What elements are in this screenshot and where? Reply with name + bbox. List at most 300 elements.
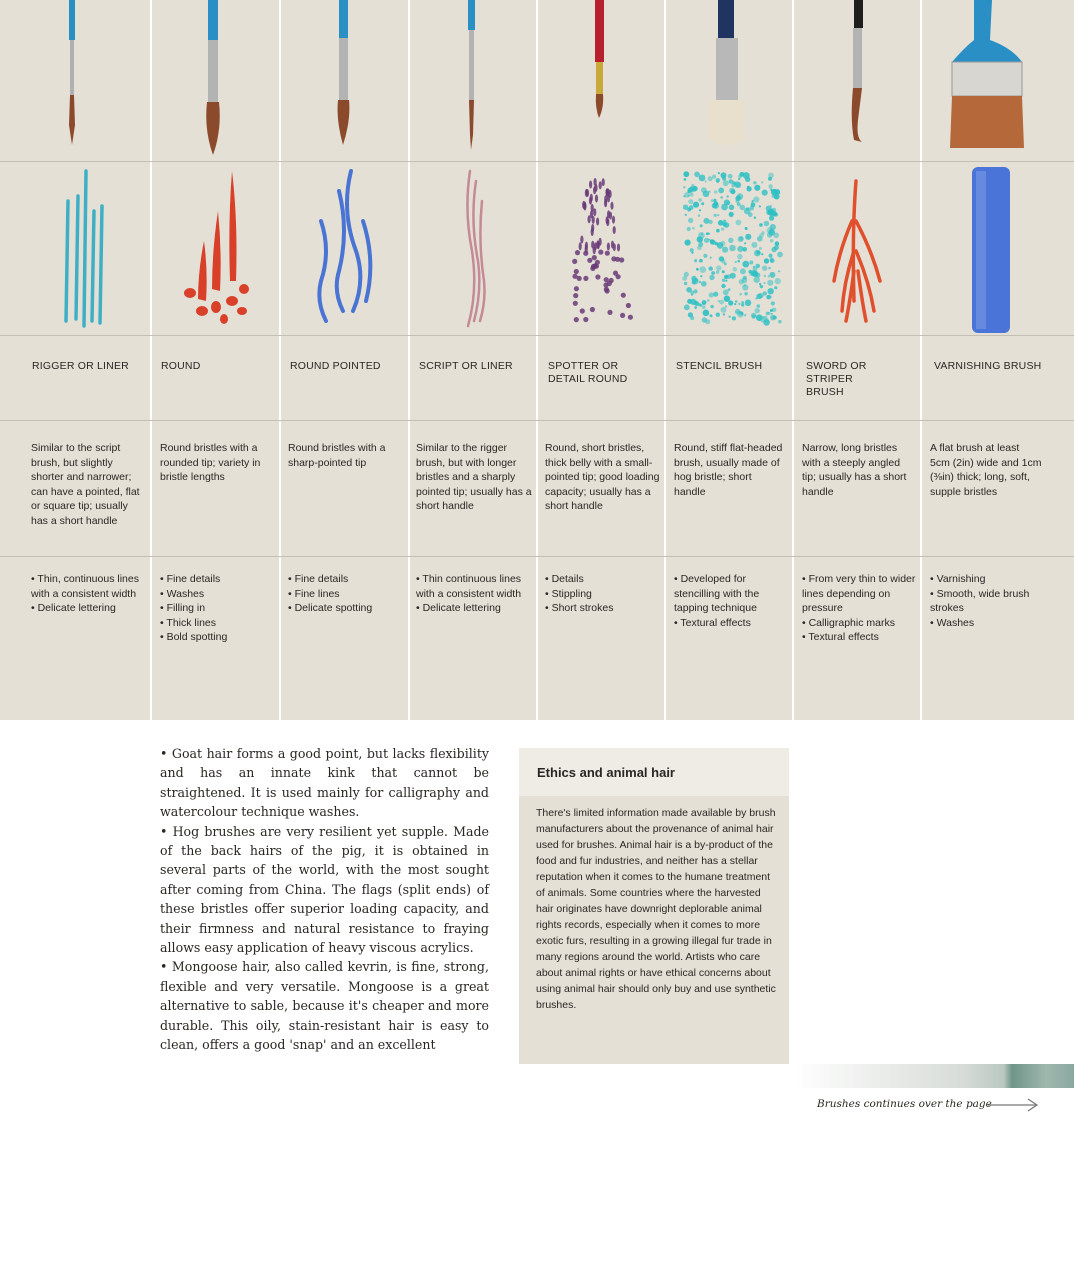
stencil-dot xyxy=(717,214,719,216)
stencil-dot xyxy=(711,271,715,275)
stencil-dot xyxy=(753,276,760,283)
use-item: • Thin, continuous lines with a consistent width xyxy=(31,572,147,601)
stencil-dot xyxy=(759,247,762,250)
stencil-dot xyxy=(693,202,699,208)
stipple-mark xyxy=(589,181,592,189)
stencil-dot xyxy=(728,174,733,179)
stipple-mark xyxy=(596,218,599,226)
stipple-mark xyxy=(607,210,610,218)
stencil-dot xyxy=(770,239,773,242)
stipple-mark xyxy=(617,244,620,252)
stencil-dot xyxy=(775,241,780,246)
stencil-dot xyxy=(698,214,701,217)
stencil-dot xyxy=(723,220,726,223)
stipple-mark xyxy=(590,307,595,312)
stipple-mark xyxy=(591,224,594,232)
brush-uses xyxy=(416,572,532,712)
use-item: • Developed for stencilling with the tapping technique xyxy=(674,572,786,616)
stencil-dot xyxy=(737,254,743,260)
stencil-dot xyxy=(682,276,687,281)
brush-description: Round, stiff flat-headed brush, usually made of hog bristle; short handle xyxy=(674,442,783,498)
row-divider xyxy=(0,556,1074,557)
stipple-mark xyxy=(607,243,610,251)
stencil-dot xyxy=(723,313,725,315)
brush-name: RIGGER OR LINER xyxy=(32,360,129,372)
stencil-dot xyxy=(697,236,703,242)
stencil-dot xyxy=(744,284,746,286)
stencil-dot xyxy=(709,275,714,280)
stipple-mark xyxy=(602,178,605,186)
stencil-dot xyxy=(718,220,724,226)
brush-uses xyxy=(674,572,786,712)
stencil-dot xyxy=(709,266,713,270)
stipple-mark xyxy=(603,282,608,287)
stencil-dot xyxy=(703,254,707,258)
stencil-dot xyxy=(735,261,737,263)
stencil-dot xyxy=(771,301,775,305)
stencil-dot xyxy=(764,221,770,227)
stencil-dot xyxy=(744,242,746,244)
stencil-dot xyxy=(768,288,774,294)
stipple-mark xyxy=(574,269,579,274)
stipple-mark xyxy=(580,308,585,313)
stencil-dot xyxy=(692,227,695,230)
stencil-dot xyxy=(691,252,693,254)
use-item: • Calligraphic marks xyxy=(802,616,916,631)
use-item: • Filling in xyxy=(160,601,276,616)
continue-note: Brushes continues over the page xyxy=(817,1098,992,1110)
brush-description: Round bristles with a rounded tip; variety in bristle lengths xyxy=(160,442,261,483)
stencil-dot xyxy=(716,270,720,274)
stencil-dot xyxy=(729,205,735,211)
stencil-dot xyxy=(729,245,736,252)
stipple-mark xyxy=(579,242,582,250)
stencil-dot xyxy=(777,252,783,258)
stipple-mark xyxy=(591,241,594,249)
brush-name: ROUND POINTED xyxy=(290,360,381,372)
stencil-dot xyxy=(742,247,747,252)
stencil-dot xyxy=(739,293,742,296)
stencil-dot xyxy=(704,218,710,224)
sidebar-title: Ethics and animal hair xyxy=(537,765,675,780)
stencil-dot xyxy=(758,293,763,298)
varnishing-stroke-icon xyxy=(922,161,1074,334)
stipple-mark xyxy=(580,236,583,244)
stipple-mark xyxy=(574,317,579,322)
stipple-mark xyxy=(592,255,597,260)
stencil-dot xyxy=(701,202,704,205)
stencil-dot xyxy=(710,239,715,244)
brush-uses xyxy=(545,572,661,712)
stencil-dot xyxy=(719,256,724,261)
rigger-brush-icon xyxy=(0,0,150,160)
stencil-dot xyxy=(684,178,687,181)
stencil-dot xyxy=(708,176,713,181)
stencil-dot xyxy=(683,186,685,188)
stencil-dot xyxy=(727,195,729,197)
round-brush-icon xyxy=(152,0,279,160)
stencil-dot xyxy=(690,299,696,305)
stencil-dot xyxy=(684,282,687,285)
stencil-dot xyxy=(729,212,734,217)
brush-name: VARNISHING BRUSH xyxy=(934,360,1042,372)
stipple-mark xyxy=(585,245,588,253)
body-text xyxy=(160,744,489,1055)
stencil-dot xyxy=(762,266,767,271)
stencil-dot xyxy=(710,314,713,317)
stencil-dot xyxy=(732,316,736,320)
brush-uses xyxy=(930,572,1050,712)
stencil-dot xyxy=(709,292,714,297)
stencil-dot xyxy=(770,205,772,207)
stencil-dot xyxy=(683,205,688,210)
stipple-mark xyxy=(605,251,610,256)
brush-uses xyxy=(31,572,147,712)
stencil-dot xyxy=(698,198,701,201)
stencil-dot xyxy=(725,280,727,282)
stencil-dot xyxy=(767,232,772,237)
stipple-mark xyxy=(573,301,578,306)
stencil-dot xyxy=(702,303,704,305)
stencil-dot xyxy=(769,272,775,278)
stencil-dot xyxy=(766,295,771,300)
stencil-dot xyxy=(772,194,776,198)
use-item: • Varnishing xyxy=(930,572,1050,587)
stencil-dot xyxy=(739,172,744,177)
stipple-mark xyxy=(607,194,610,202)
stencil-dot xyxy=(720,241,725,246)
stencil-dot xyxy=(773,189,777,193)
stencil-dot xyxy=(712,203,718,209)
stencil-dot xyxy=(690,193,694,197)
body-paragraph: • Hog brushes are very resilient yet supple. Made of the back hairs of the pig, it is obtained in several parts of the world, with the most sought after coming from China. The flags (split ends) of these bristles offer superior loading capacity, and their firmness and natural resistance to fraying allows easy application of heavy viscous acrylics. xyxy=(160,823,489,956)
stipple-mark xyxy=(573,293,578,298)
round-pointed-stroke-icon xyxy=(281,161,408,334)
stencil-dot xyxy=(778,270,780,272)
stencil-dot xyxy=(695,279,698,282)
stencil-dot xyxy=(724,262,727,265)
stencil-dot xyxy=(719,300,724,305)
stipple-mark xyxy=(575,250,580,255)
stencil-dot xyxy=(705,180,707,182)
stipple-mark xyxy=(572,259,577,264)
stencil-dot xyxy=(738,303,740,305)
stencil-dot xyxy=(720,196,723,199)
stencil-dot xyxy=(761,181,763,183)
stencil-dot xyxy=(684,304,690,310)
stencil-dot xyxy=(723,180,729,186)
stipple-mark xyxy=(589,197,592,205)
stencil-dot xyxy=(700,275,702,277)
stencil-dot xyxy=(760,223,762,225)
stencil-dot xyxy=(740,205,746,211)
stipple-mark xyxy=(594,178,597,186)
stipple-mark xyxy=(626,303,631,308)
stencil-dot xyxy=(751,201,753,203)
stencil-dot xyxy=(713,292,718,297)
stencil-dot xyxy=(701,187,707,193)
stencil-dot xyxy=(774,286,777,289)
stencil-dot xyxy=(773,233,779,239)
stipple-mark xyxy=(592,216,595,224)
stencil-dot xyxy=(737,202,741,206)
stencil-dot xyxy=(711,199,714,202)
stipple-mark xyxy=(604,195,607,203)
stipple-mark xyxy=(607,310,612,315)
stencil-dot xyxy=(726,201,730,205)
stencil-dot xyxy=(694,260,697,263)
use-item: • Delicate lettering xyxy=(416,601,532,616)
stencil-dot xyxy=(759,205,761,207)
stencil-dot xyxy=(747,186,752,191)
use-item: • Fine lines xyxy=(288,587,404,602)
stencil-dot xyxy=(708,191,710,193)
stencil-dot xyxy=(771,208,776,213)
stencil-dot xyxy=(716,313,720,317)
stencil-dot xyxy=(754,185,760,191)
use-item: • Delicate spotting xyxy=(288,601,404,616)
stencil-dot xyxy=(722,247,728,253)
stencil-dot xyxy=(741,301,744,304)
stencil-dot xyxy=(739,279,744,284)
stencil-dot xyxy=(756,314,763,321)
stencil-dot xyxy=(742,261,749,268)
decorative-gradient-bar xyxy=(793,1064,1074,1088)
stencil-dot xyxy=(688,195,690,197)
stencil-dot xyxy=(759,233,764,238)
body-paragraph: • Goat hair forms a good point, but lacks flexibility and has an innate kink that cannot be straightened. It is used mainly for calligraphy and watercolour technique washes. xyxy=(160,746,489,820)
brush-description: A flat brush at least 5cm (2in) wide and 1cm (⅜in) thick; long, soft, supple bristles xyxy=(930,442,1042,498)
stipple-mark xyxy=(595,274,600,279)
stencil-dot xyxy=(698,242,703,247)
brush-uses xyxy=(802,572,916,712)
stencil-dot xyxy=(688,218,693,223)
brush-name: SPOTTER OR DETAIL ROUND xyxy=(548,360,628,385)
brush-name: STENCIL BRUSH xyxy=(676,360,763,372)
stencil-dot xyxy=(701,281,707,287)
stencil-dot xyxy=(754,217,756,219)
stencil-dot xyxy=(708,220,712,224)
stencil-dot xyxy=(751,242,757,248)
stencil-dot xyxy=(683,195,685,197)
use-item: • Textural effects xyxy=(802,630,916,645)
script-brush-icon xyxy=(410,0,536,160)
stencil-dot xyxy=(768,184,772,188)
row-divider xyxy=(0,420,1074,421)
stencil-dot xyxy=(716,265,721,270)
stipple-mark xyxy=(599,181,602,189)
stencil-dot xyxy=(748,212,753,217)
stencil-dot xyxy=(725,305,727,307)
stencil-dot xyxy=(744,292,747,295)
stencil-dot xyxy=(721,227,724,230)
stencil-dot xyxy=(728,238,733,243)
stencil-dot xyxy=(691,294,693,296)
stencil-dot xyxy=(721,307,727,313)
stencil-dot xyxy=(708,233,710,235)
stipple-mark xyxy=(613,243,616,251)
stencil-dot xyxy=(702,305,706,309)
stencil-dot xyxy=(721,172,727,178)
stencil-dot xyxy=(745,300,752,307)
arrow-right-icon xyxy=(988,1097,1040,1113)
stipple-mark xyxy=(613,226,616,234)
stencil-dot xyxy=(718,188,724,194)
stencil-dot xyxy=(718,172,720,174)
stencil-dot xyxy=(761,253,763,255)
brush-description: Narrow, long bristles with a steeply angled tip; usually has a short handle xyxy=(802,442,907,498)
stencil-dot xyxy=(736,195,741,200)
stencil-dot xyxy=(729,316,731,318)
stencil-dot xyxy=(712,175,716,179)
stencil-dot xyxy=(694,172,700,178)
use-item: • Washes xyxy=(930,616,1050,631)
stipple-mark xyxy=(574,286,579,291)
stipple-mark xyxy=(610,202,613,210)
stencil-dot xyxy=(755,308,760,313)
stencil-dot xyxy=(690,248,694,252)
stencil-dot xyxy=(689,205,694,210)
use-item: • Delicate lettering xyxy=(31,601,147,616)
stencil-dot xyxy=(688,199,693,204)
stencil-dot xyxy=(759,283,761,285)
stencil-dot xyxy=(705,319,710,324)
stencil-dot xyxy=(764,258,769,263)
stencil-dot xyxy=(725,276,728,279)
stencil-dot xyxy=(764,318,769,323)
stencil-stroke-icon xyxy=(666,161,792,334)
stencil-dot xyxy=(721,204,728,211)
stencil-dot xyxy=(700,224,703,227)
brush-description: Round, short bristles, thick belly with a small-pointed tip; good loading capacity; usually has a short handle xyxy=(545,442,660,512)
stencil-dot xyxy=(764,282,766,284)
stencil-dot xyxy=(762,316,765,319)
stipple-mark xyxy=(582,201,585,209)
sword-brush-icon xyxy=(794,0,920,160)
stencil-dot xyxy=(735,300,738,303)
stencil-dot xyxy=(769,216,774,221)
brush-uses xyxy=(288,572,404,712)
stencil-dot xyxy=(753,196,759,202)
stencil-dot xyxy=(753,267,758,272)
brush-name: SCRIPT OR LINER xyxy=(419,360,513,372)
stencil-dot xyxy=(768,177,772,181)
stencil-dot xyxy=(683,171,689,177)
stencil-dot xyxy=(699,259,703,263)
use-item: • Thick lines xyxy=(160,616,276,631)
stipple-mark xyxy=(612,216,615,224)
stencil-dot xyxy=(770,309,773,312)
stencil-dot xyxy=(756,250,760,254)
stencil-dot xyxy=(757,304,761,308)
stencil-dot xyxy=(723,289,729,295)
stencil-dot xyxy=(778,320,781,323)
stencil-dot xyxy=(739,236,744,241)
spotter-brush-icon xyxy=(538,0,664,160)
spotter-stroke-icon xyxy=(538,161,664,334)
stipple-mark xyxy=(598,250,603,255)
stencil-dot xyxy=(762,190,768,196)
stencil-dot xyxy=(728,300,733,305)
stencil-dot xyxy=(734,303,736,305)
script-stroke-icon xyxy=(410,161,536,334)
stipple-mark xyxy=(583,317,588,322)
stencil-dot xyxy=(749,206,754,211)
stencil-dot xyxy=(687,227,691,231)
sword-stroke-icon xyxy=(794,161,920,334)
stencil-dot xyxy=(751,313,756,318)
use-item: • From very thin to wider lines depending on pressure xyxy=(802,572,916,616)
stencil-brush-icon xyxy=(666,0,792,160)
stipple-mark xyxy=(591,204,594,212)
stencil-dot xyxy=(745,234,751,240)
stipple-mark xyxy=(586,189,589,197)
stencil-dot xyxy=(741,303,744,306)
stencil-dot xyxy=(716,229,720,233)
round-pointed-brush-icon xyxy=(281,0,408,160)
stipple-mark xyxy=(619,257,624,262)
brush-description: Similar to the rigger brush, but with longer bristles and a sharply pointed tip; usually has a short handle xyxy=(416,442,532,512)
brush-uses xyxy=(160,572,276,712)
stencil-dot xyxy=(736,220,742,226)
stencil-dot xyxy=(714,214,717,217)
stencil-dot xyxy=(769,254,773,258)
stencil-dot xyxy=(760,285,764,289)
stencil-dot xyxy=(685,240,691,246)
use-item: • Fine details xyxy=(160,572,276,587)
rigger-stroke-icon xyxy=(0,161,150,334)
stipple-mark xyxy=(620,313,625,318)
stencil-dot xyxy=(748,270,752,274)
stencil-dot xyxy=(694,306,697,309)
use-item: • Fine details xyxy=(288,572,404,587)
stencil-dot xyxy=(690,186,696,192)
stencil-dot xyxy=(746,207,749,210)
stencil-dot xyxy=(714,190,718,194)
stencil-dot xyxy=(737,260,740,263)
brush-description: Round bristles with a sharp-pointed tip xyxy=(288,442,386,469)
stencil-dot xyxy=(729,179,734,184)
use-item: • Smooth, wide brush strokes xyxy=(930,587,1050,616)
stencil-dot xyxy=(770,315,776,321)
stencil-dot xyxy=(710,305,713,308)
use-item: • Thin continuous lines with a consistent width xyxy=(416,572,532,601)
stencil-dot xyxy=(768,267,771,270)
stencil-dot xyxy=(731,189,736,194)
stencil-dot xyxy=(722,270,725,273)
stipple-mark xyxy=(594,264,599,269)
stencil-dot xyxy=(744,314,746,316)
stencil-dot xyxy=(735,309,741,315)
stencil-dot xyxy=(703,310,710,317)
stencil-dot xyxy=(749,261,753,265)
stencil-dot xyxy=(699,281,701,283)
stipple-mark xyxy=(595,195,598,203)
stencil-dot xyxy=(710,257,712,259)
stencil-dot xyxy=(767,280,773,286)
stencil-dot xyxy=(721,284,725,288)
body-paragraph: • Mongoose hair, also called kevrin, is fine, strong, flexible and very versatile. Mongoose is a great alternative to sable, because it's cheaper and more durable. This oily, stain-resistant hair is easy to clean, offers a good 'snap' and an excellent xyxy=(160,959,489,1053)
stencil-dot xyxy=(704,238,709,243)
stencil-dot xyxy=(722,279,725,282)
stipple-mark xyxy=(577,276,582,281)
stencil-dot xyxy=(771,313,773,315)
stencil-dot xyxy=(755,297,757,299)
stencil-dot xyxy=(771,247,776,252)
stencil-dot xyxy=(699,209,701,211)
stencil-dot xyxy=(690,316,694,320)
stencil-dot xyxy=(775,278,781,284)
